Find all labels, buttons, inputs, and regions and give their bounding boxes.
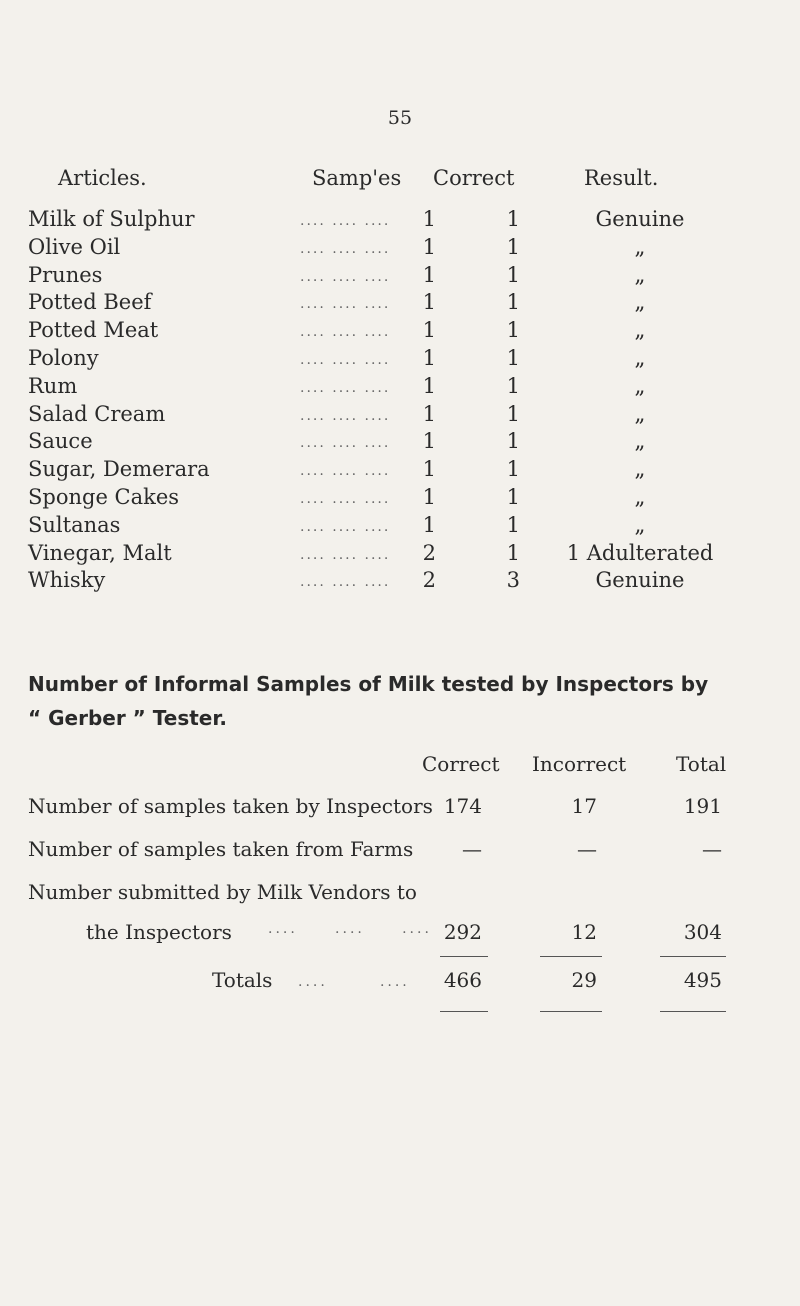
result-value: „	[634, 402, 646, 426]
samples-value: 1	[422, 207, 436, 231]
totals-correct: 466	[443, 968, 482, 992]
correct-value: 1	[506, 485, 520, 509]
header-total: Total	[676, 752, 727, 776]
row-correct: 174	[443, 794, 482, 818]
leader-dots: .... .... ....	[300, 324, 391, 340]
correct-value: 1	[506, 290, 520, 314]
article-name: Prunes	[28, 263, 103, 287]
result-value: „	[634, 513, 646, 537]
leader-dots: .... .... ....	[300, 491, 391, 507]
article-name: Sugar, Demerara	[28, 457, 210, 481]
milk-samples-heading: Number of Informal Samples of Milk tested by Inspectors by	[28, 672, 709, 696]
correct-value: 3	[506, 568, 520, 592]
header-correct-2: Correct	[422, 752, 500, 776]
correct-value: 1	[506, 346, 520, 370]
leader-dots: .... .... ....	[300, 435, 391, 451]
result-value: „	[634, 235, 646, 259]
header-incorrect: Incorrect	[532, 752, 627, 776]
rule	[440, 1011, 488, 1012]
samples-value: 1	[422, 235, 436, 259]
samples-value: 2	[422, 541, 436, 565]
leader-dots: .... .... ....	[300, 352, 391, 368]
row-incorrect: 17	[571, 794, 597, 818]
result-value: 1 Adulterated	[566, 541, 714, 565]
correct-value: 1	[506, 429, 520, 453]
page-number: 55	[387, 107, 413, 129]
result-value: „	[634, 485, 646, 509]
samples-value: 1	[422, 402, 436, 426]
correct-value: 1	[506, 207, 520, 231]
result-value: „	[634, 346, 646, 370]
correct-value: 1	[506, 402, 520, 426]
totals-incorrect: 29	[571, 968, 597, 992]
row-total: 304	[683, 920, 722, 944]
article-name: Vinegar, Malt	[28, 541, 172, 565]
result-value: Genuine	[595, 207, 685, 231]
correct-value: 1	[506, 235, 520, 259]
row-incorrect: 12	[571, 920, 597, 944]
milk-samples-heading-line2: “ Gerber ” Tester.	[28, 706, 227, 730]
article-name: Rum	[28, 374, 78, 398]
article-name: Sponge Cakes	[28, 485, 180, 509]
samples-value: 1	[422, 290, 436, 314]
correct-value: 1	[506, 541, 520, 565]
row-total: —	[702, 837, 722, 861]
article-name: Olive Oil	[28, 235, 121, 259]
article-name: Salad Cream	[28, 402, 166, 426]
result-value: Genuine	[595, 568, 685, 592]
samples-value: 1	[422, 457, 436, 481]
leader-dots: .... .... ....	[300, 408, 391, 424]
article-name: Sauce	[28, 429, 93, 453]
article-name: Polony	[28, 346, 99, 370]
header-samples: Samp'es	[312, 166, 402, 190]
header-result: Result.	[584, 166, 659, 190]
row-label-continued: the Inspectors	[86, 920, 232, 944]
samples-value: 1	[422, 485, 436, 509]
leader-dots: .... .... ....	[300, 380, 391, 396]
article-name: Potted Meat	[28, 318, 159, 342]
totals-total: 495	[683, 968, 722, 992]
leader-dots: .... .... ....	[300, 463, 391, 479]
row-incorrect: —	[577, 837, 597, 861]
correct-value: 1	[506, 263, 520, 287]
leader-dots: .... .... ....	[268, 921, 432, 937]
leader-dots: .... ....	[298, 974, 410, 990]
rule	[540, 1011, 602, 1012]
samples-value: 1	[422, 318, 436, 342]
correct-value: 1	[506, 374, 520, 398]
result-value: „	[634, 374, 646, 398]
row-correct: —	[462, 837, 482, 861]
samples-value: 1	[422, 346, 436, 370]
rule	[440, 956, 488, 957]
rule	[660, 956, 726, 957]
rule	[540, 956, 602, 957]
article-name: Potted Beef	[28, 290, 152, 314]
article-name: Whisky	[28, 568, 106, 592]
leader-dots: .... .... ....	[300, 213, 391, 229]
samples-value: 1	[422, 513, 436, 537]
result-value: „	[634, 290, 646, 314]
leader-dots: .... .... ....	[300, 241, 391, 257]
samples-value: 1	[422, 263, 436, 287]
samples-value: 2	[422, 568, 436, 592]
result-value: „	[634, 318, 646, 342]
row-correct: 292	[443, 920, 482, 944]
rule	[660, 1011, 726, 1012]
article-name: Sultanas	[28, 513, 121, 537]
row-label: Number submitted by Milk Vendors to	[28, 880, 417, 904]
correct-value: 1	[506, 457, 520, 481]
row-label: Number of samples taken from Farms	[28, 837, 414, 861]
samples-value: 1	[422, 374, 436, 398]
article-name: Milk of Sulphur	[28, 207, 195, 231]
row-label: Number of samples taken by Inspectors	[28, 794, 433, 818]
leader-dots: .... .... ....	[300, 519, 391, 535]
correct-value: 1	[506, 513, 520, 537]
result-value: „	[634, 263, 646, 287]
samples-value: 1	[422, 429, 436, 453]
correct-value: 1	[506, 318, 520, 342]
header-correct: Correct	[433, 166, 515, 190]
leader-dots: .... .... ....	[300, 269, 391, 285]
leader-dots: .... .... ....	[300, 296, 391, 312]
leader-dots: .... .... ....	[300, 547, 391, 563]
leader-dots: .... .... ....	[300, 574, 391, 590]
result-value: „	[634, 457, 646, 481]
result-value: „	[634, 429, 646, 453]
totals-label: Totals	[212, 968, 273, 992]
header-articles: Articles.	[58, 166, 147, 190]
row-total: 191	[683, 794, 722, 818]
